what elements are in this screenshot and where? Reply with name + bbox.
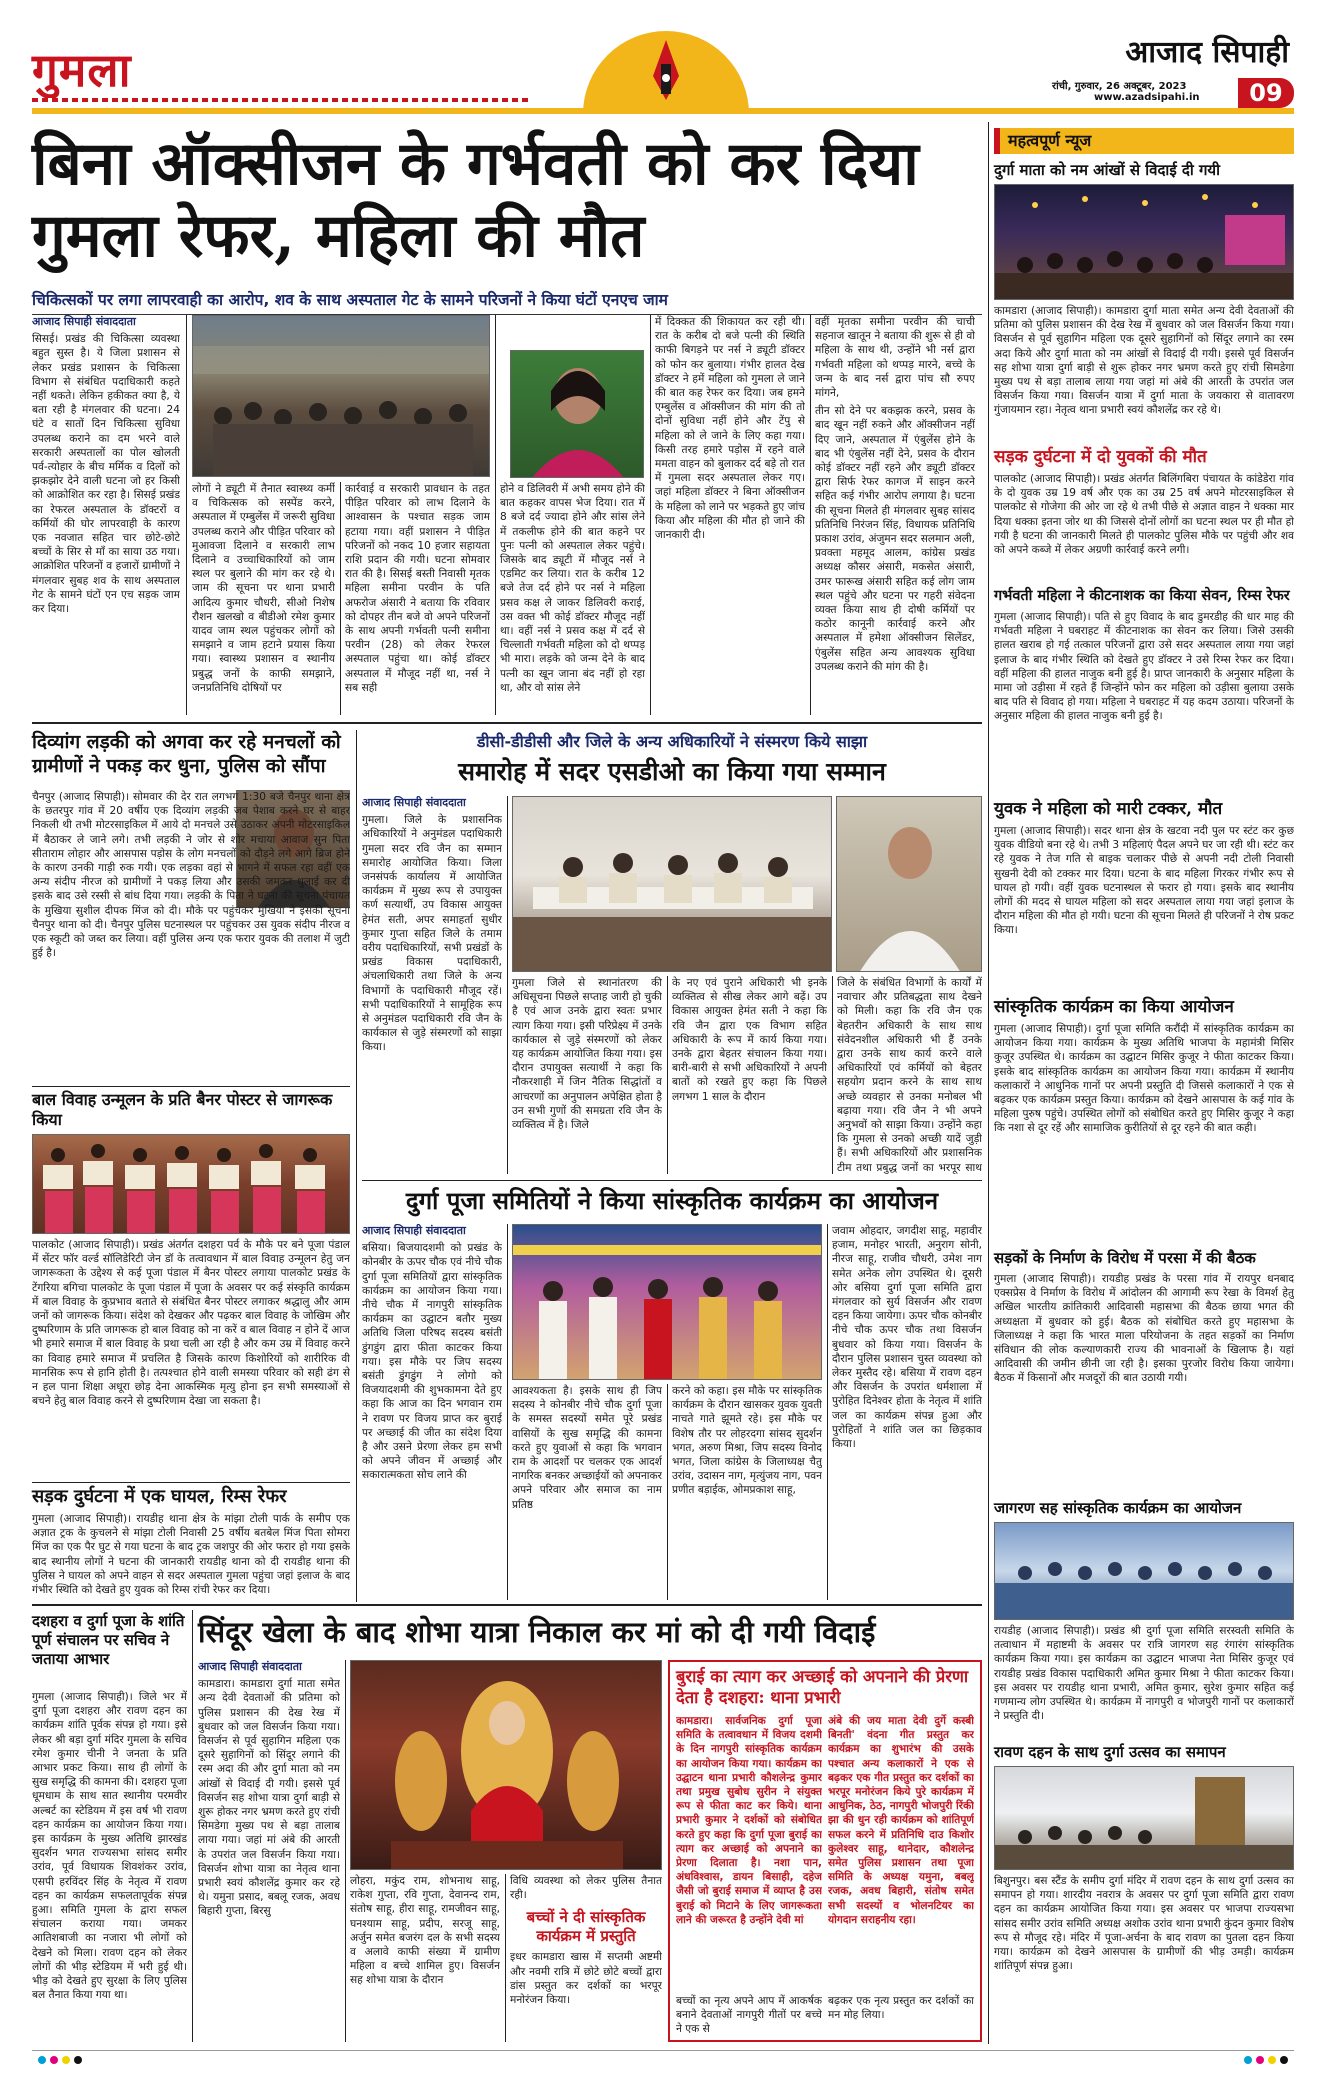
lead-text-7: वहीं मृतका समीना परवीन की चाची सहनाज खातून ने बताया की शुरू से ही वो महिला के साथ थी, उन्होंने भी नर्स द्वारा गर्भवती महिला को थप्पड़ मारने, बच्चे के जन्म के बाद नर्स द्वारा पांच सौ रुपए मांगने, xyxy=(815,316,975,400)
section-title: गुमला xyxy=(32,43,132,97)
story-rule xyxy=(32,1086,350,1087)
story-rule xyxy=(362,1180,982,1181)
sadak-virodh-headline: सड़कों के निर्माण के विरोध में परसा में की बैठक xyxy=(994,1249,1256,1267)
protest-photo xyxy=(192,315,490,477)
kitnashak-headline: गर्भवती महिला ने कीटनाशक का किया सेवन, रिम्स रेफर xyxy=(994,587,1290,604)
masthead xyxy=(0,0,1325,114)
paper-name: आजाद सिपाही xyxy=(1125,35,1289,70)
pen-logo-icon xyxy=(583,30,749,114)
lead-subhead: चिकित्सकों पर लगा लापरवाही का आरोप, शव के साथ अस्पताल गेट के सामने परिजनों ने किया घंटों एनएच जाम xyxy=(32,288,982,315)
do-yuvak-text: पालकोट (आजाद सिपाही)। प्रखंड अंतर्गत बिलिंगबिरा पंचायत के कांडेडेरा गांव के दो युवक उम्र 19 वर्ष और एक का उम्र 25 वर्ष अपने मोटरसाइकिल से पालकोट से गोजेगा की ओर जा रहे थे तभी पीछे से अज्ञात वाहन ने धक्का मार दिया धक्का इतना जोर था की जिससे दोनों लोगों का घटना स्थल पर ही मौत हो गयी है घटना की जानकारी मिलते ही पालकोट पुलिस मौके पर पहुंची और शव को अपने कब्जे में लेकर अग्रणी कार्रवाई करने लगी। xyxy=(994,473,1294,557)
takkar-text: गुमला (आजाद सिपाही)। सदर थाना क्षेत्र के खटवा नदी पुल पर स्टंट कर कुछ युवक वीडियो बना रहे थे। तभी 3 महिलाएं पैदल अपने घर जा रही थी। स्टंट कर रहे युवक ने तेज गति से बाइक चलाकर पीछे से अपनी नदी टोली निवासी सुखनी देवी को टक्कर मार दिया। घटना के बाद महिला गिरकर गंभीर रूप से घायल हो गयी। वहीं युवक घटनास्थल से फरार हो गया। इसके बाद स्थानीय लोगों की मदद से घायल महिला को सदर अस्पताल लाया गया जहां इलाज के दौरान महिला की मौत हो गयी। घटना की सूचना मिलते ही परिजनों ने रोष प्रकट किया। xyxy=(994,825,1294,937)
sdo-col-4: जिले के संबंधित विभागों के कार्यों में नवाचार और प्रतिबद्धता साथ देखने को मिली। कहा कि रवि जैन एक बेहतरीन अधिकारी के साथ साथ संवेदनशील अधिकारी भी हैं उनके द्वारा उनके साथ कार्य करने वाले अधिकारियों एवं कर्मियों को बेहतर सहयोग प्रदान करने के साथ साथ अच्छे व्यवहार से उनका मनोबल भी बढ़ाया गया। रवि जैन ने भी अपने अनुभवों को साझा किया। उन्होंने कहा कि गुमला से उनको अच्छी यादें जुड़ी हैं। सभी अधिकारियों और प्रशासनिक टीम तथा प्रबुद्ध जनों का भरपूर साथ xyxy=(837,977,982,1174)
sindoor-text-3: विधि व्यवस्था को लेकर पुलिस तैनात रही। xyxy=(510,1875,662,1902)
sdo-byline: आजाद सिपाही संवाददाता xyxy=(362,796,466,809)
sdo-kicker: डीसी-डीडीसी और जिले के अन्य अधिकारियों ने संस्मरण किये साझा xyxy=(476,732,868,751)
ravan-text: बिशुनपुर। बस स्टैंड के समीप दुर्गा मंदिर में रावण दहन के साथ दुर्गा उत्सव का समापन हो गया। शारदीय नवरात्र के अवसर पर दुर्गा पूजा समिति द्वारा रावण दहन का कार्यक्रम आयोजित किया गया। इस अवसर पर भाजपा राज्यसभा सांसद समीर उरांव समिति अध्यक्ष अशोक उरांव थाना प्रभारी कुंदन कुमार विशेष रूप से मौजूद रहे। मंदिर में पूजा-अर्चना के बाद रावण का पुतला दहन किया गया। कार्यक्रम को देखने आसपास के ग्रामीणों की भीड़ उमड़ी। कार्यक्रम शांतिपूर्ण संपन्न हुआ। xyxy=(994,1875,1294,1973)
lead-col-2: लोगों ने ड्यूटी में तैनात स्वास्थ्य कर्मी व चिकित्सक को सस्पेंड करने, अस्पताल में एम्बुलेंस में जरूरी सुविधा उपलब्ध कराने और पीड़ित परिवार को मुआवजा दिलाने व सरकारी लाभ दिलाने व उच्चाधिकारियों को जाम स्थल पर बुलाने की मांग कर रहे थे। जाम की सूचना पर थाना प्रभारी आदित्य कुमार चौधरी, सीओ निशेष रौशन खलखो व बीडीओ रमेश कुमार यादव जाम स्थल पहुंचकर लोगों को समझाने व जाम हटाने प्रयास किया गया। स्वास्थ्य प्रशासन व स्थानीय प्रबुद्ध जनों के काफी समझाने, जनप्रतिनिधि दोषियों पर xyxy=(192,483,335,694)
sanskritik-text: गुमला (आजाद सिपाही)। दुर्गा पूजा समिति करौंदी में सांस्कृतिक कार्यक्रम का आयोजन किया गया। कार्यक्रम के मुख्य अतिथि भाजपा के महामंत्री मिसिर कुजूर उपस्थित थे। कार्यक्रम का उद्घाटन मिसिर कुजूर ने फीता काटकर किया। इसके बाद सांस्कृतिक कार्यक्रम का आयोजन किया गया। कार्यक्रम में स्थानीय कलाकारों ने आधुनिक गानों पर अपनी प्रस्तुति दी जिससे कलाकारों ने एक से बढ़कर एक कार्यक्रम प्रस्तुत किया। कार्यक्रम को देखने आसपास के कई गांव के महिला पुरुष पहुंचे। उपस्थित लोगों को संबोधित करते हुए मिसिर कुजूर ने कहा कि नशा से दूर रहें और सामाजिक कुरीतियों से दूर रहने की बात कही। xyxy=(994,1023,1294,1135)
samiti-text-1: बसिया। बिजयादशमी को प्रखंड के कोनबीर के ऊपर चौक एवं नीचे चौक दुर्गा पूजा समितियों द्वारा सांस्कृतिक कार्यक्रम का आयोजन किया गया। नीचे चौक में नागपुरी सांस्कृतिक कार्यक्रम का उद्घाटन बतौर मुख्य अतिथि जिला परिषद सदस्य बसंती डुंगडुंग द्वारा फीता काटकर किया गया। इस मौके पर जिप सदस्य बसंती डुंगडुंग ने लोगो को विजयादशमी की शुभकामना देते हुए कहा कि आज का दिन भगवान राम ने रावण पर विजय प्राप्त कर बुराई पर अच्छाई की जीत का संदेश दिया है और उसने प्रेरणा लेकर हम सभी को अपने जीवन में अच्छाई और सकारात्मकता सोच लाने की xyxy=(362,1242,502,1482)
dateline: रांची, गुरुवार, 26 अक्टूबर, 2023 xyxy=(1052,81,1187,92)
divyang-text: चैनपुर (आजाद सिपाही)। सोमवार की देर रात लगभग 1:30 बजे चैनपुर थाना क्षेत्र के छतरपुर गांव में 20 वर्षीय एक दिव्यांग लड़की जब पेशाब करने घर से बाहर निकली थी तभी मोटरसाइकिल में आये दो मनचले उसे उठाकर अपनी मोटरसाइकिल में बैठाकर ले जाने लगे। तभी लड़की ने जोर से शोर मचाया आवाज सुन पिता सीताराम लोहार और आसपास पड़ोस के लोग मनचलों को दौड़ने लगे आगे ब्रिज होने के कारण उनकी गाड़ी रुक गयी। एक लड़का वहां से भागने में सफल रहा वहीं एक अन्य संदीप नीरज को ग्रामीणों ने पकड़ लिया और उसकी जमकर धुलाई कर दी इसके बाद उसे रस्सी से बांध दिया गया। लड़की के पिता ने घटना की सूचना पंचायत के मुखिया सुशील दीपक मिंज को दी। मौके पर पहुंचकर मुखिया ने इसकी सूचना चैनपुर थाना को दी। चैनपुर पुलिस घटनास्थल पर पहुंचकर उस युवक संदीप नीरज व एक स्कूटी को जब्त कर लिया। वहीं पुलिस अन्य एक फरार युवक की तलाश में जुटी हुई है। xyxy=(32,791,350,960)
burai-col-3: बच्चों का नृत्य अपने आप में आकर्षक बनाने देवताओं नागपुरी गीतों पर बच्चे ने एक से xyxy=(676,1995,822,2036)
lead-col-6 xyxy=(815,315,975,715)
sindoor-headline: सिंदूर खेला के बाद शोभा यात्रा निकाल कर मां को दी गयी विदाई xyxy=(198,1615,876,1649)
col-divider xyxy=(505,1874,506,2042)
balvivah-headline: बाल विवाह उन्मूलन के प्रति बैनर पोस्टर से जागरूक किया xyxy=(32,1090,333,1129)
sdo-col-3: के नए एवं पुराने अधिकारी भी इनके व्यक्तित्व से सीख लेकर आगे बढ़ें। उप विकास आयुक्त हेमंत सती ने कहा कि रवि जैन द्वारा एक विभाग सहित अधिकारी के रूप में कार्य किया गया। उनके द्वारा बेहतर संचालन किया गया। बारी-बारी से सभी अधिकारियों ने अपनी बातों को रखते हुए कहा कि पिछले लगभग 1 साल के दौरान xyxy=(672,977,827,1103)
col-divider xyxy=(667,976,668,1174)
col-divider xyxy=(810,315,811,715)
section-rule xyxy=(32,722,982,724)
sdo-headline: समारोह में सदर एसडीओ का किया गया सम्मान xyxy=(458,757,886,786)
col-divider xyxy=(507,1224,508,1600)
jagran-photo xyxy=(994,1522,1294,1620)
burai-col-4: बढ़कर एक नृत्य प्रस्तुत कर दर्शकों का मन मोह लिया। xyxy=(828,1995,974,2022)
ravan-photo xyxy=(994,1766,1294,1870)
col-divider xyxy=(827,1224,828,1600)
col-divider xyxy=(832,976,833,1174)
col-divider xyxy=(192,1610,193,2042)
lead-col-3: कार्रवाई व सरकारी प्रावधान के तहत पीड़ित परिवार को लाभ दिलाने के आश्वासन के पश्चात सड़क जाम हटाया गया। वहीं प्रशासन ने पीड़ित परिजनों को नकद 10 हजार सहायता राशि प्रदान की गयी। घटना सोमवार रात की है। सिसई बस्ती निवासी मृतक महिला समीना परवीन के पति अफरोज अंसारी ने बताया कि रविवार को दोपहर तीन बजे वो अपने परिजनों के साथ अपनी गर्भवती पत्नी समीना परवीन (28) को लेकर रेफरल अस्पताल पहुंचा था। कोई डॉक्टर अस्पताल में मौजूद नहीं था, नर्स ने सब सही xyxy=(345,483,490,694)
samiti-byline: आजाद सिपाही संवाददाता xyxy=(362,1224,466,1237)
lead-col-5: में दिक्कत की शिकायत कर रही थी। रात के करीब दो बजे पत्नी की स्थिति काफी बिगड़ने पर नर्स ने ड्यूटी डॉक्टर को फोन कर बुलाया। गंभीर हालत देख डॉक्टर ने हमें महिला को गुमला ले जाने की बात कह रेफर कर दिया। जब हमने एम्बुलेंस व ऑक्सीजन की मांग की तो दोनों सुविधा नहीं होने और टेंपु से महिला को ले जाने के लिए कहा गया। किसी तरह हमारे पड़ोस में रहने वाले ममता वाहन को बुलाकर दर्द बड़े तो रात में गुमला सदर अस्पताल लेकर गए। जहां महिला डॉक्टर ने बिना ऑक्सीजन के महिला को लाने पर भड़कते हुए जांच किया और महिला की मौत हो जाने की जानकारी दी। xyxy=(655,316,805,542)
burai-headline: बुराई का त्याग कर अच्छाई को अपनाने की प्रेरणा देता है दशहरा: थाना प्रभारी xyxy=(676,1667,969,1707)
accident-text: गुमला (आजाद सिपाही)। रायडीह थाना क्षेत्र के मांझा टोली पार्क के समीप एक अज्ञात ट्रक के कुचलने से मांझा टोली निवासी 25 वर्षीय बतबेल मिंज पिता सोमरा मिंज का एक पैर घुट से गया घटना के बाद ट्रक जशपुर की ओर फरार हो गया इसके बाद स्थानीय लोगों ने घटना की जानकारी रायडीह थाना को दी रायडीह थाना की पुलिस ने घायल को अपने वाहन से सदर अस्पताल गुमला पहुंचा जहां इलाज के बाद गंभीर स्थिति को देखते हुए युवक को रिम्स रांची रेफर कर दिया। xyxy=(32,1513,350,1597)
immersion-photo xyxy=(994,184,1294,300)
bachon-text: इधर कामडारा खास में सप्तमी अष्टमी और नवमी रात्रि में छोटे छोटे बच्चों द्वारा डांस प्रस्तुत कर दर्शकों का भरपूर मनोरंजन किया। xyxy=(510,1951,662,2007)
sanskritik-headline: सांस्कृतिक कार्यक्रम का किया आयोजन xyxy=(994,997,1234,1017)
samiti-event-photo xyxy=(512,1224,822,1380)
dussehra-headline: दशहरा व दुर्गा पूजा के शांति पूर्ण संचालन पर सचिव ने जताया आभार xyxy=(32,1612,185,1668)
col-divider xyxy=(186,315,187,715)
bachon-headline: बच्चों ने दी सांस्कृतिक कार्यक्रम में प्रस्तुति xyxy=(526,1908,646,1946)
lead-text-1: सिसई। प्रखंड की चिकित्सा व्यवस्था बहुत सुस्त है। ये जिला प्रशासन से लेकर प्रखंड प्रशासन के चिकित्सा विभाग से संबंधित पदाधिकारी कहते नहीं थकते। लेकिन हकीकत क्या है, ये बता रही है मंगलवार की घटना। 24 घंटे व सातों दिन चिकित्सा सुविधा उपलब्ध कराने का दम भरने वाले सरकारी अस्पतालों का पोल खोलती पर्व-त्योहार के बीच मर्मिक व दिलों को झकझोर देने वाली घटना जो हर किसी को आक्रोशित कर रहा है। सिसई प्रखंड का रेफरल अस्पताल के डॉक्टरों व कर्मियों की घोर लापरवाही के कारण एक नवजात सहित चार छोटे-छोटे बच्चों के सिर से माँ का साया उठ गया। आक्रोशित परिजनों व हजारों ग्रामीणों ने मंगलवार सुबह शव के साथ अस्पताल गेट के सामने घंटों एन एच सड़क जाम कर दिया। xyxy=(32,333,180,616)
website: www.azadsipahi.in xyxy=(1094,92,1200,103)
sindoor-byline: आजाद सिपाही संवाददाता xyxy=(198,1660,302,1673)
durga-vidai-headline: दुर्गा माता को नम आंखों से विदाई दी गयी xyxy=(994,161,1221,179)
durga-idol-photo xyxy=(350,1660,662,1870)
burai-col-2: अंबे की जय माता देवी दुर्गे कस्बी बिनती' वंदना गीत प्रस्तुत कर कार्यक्रम का शुभारंभ की उसके पश्चात अन्य कलाकारों ने एक से बढ़कर एक गीत प्रस्तुत कर दर्शकों का भरपूर मनोरंजन किये पुरे कार्यक्रम में आधुनिक, ठेठ, नागपुरी भोजपुरी रिंकी झा की धुन रही कार्यक्रम को शांतिपूर्ण सफल करने में प्रतिनिधि दाउ किशोर कुलेश्वर साहू, थानेदार, कौशलेन्द्र समेत पुलिस प्रशासन तथा पूजा समिति के अध्यक्ष यमुना, बबलू रजक, अवध बिहारी, संतोष समेत सभी सदस्यों व भोलनटियर का योगदान सराहनीय रहा। xyxy=(828,1715,974,1926)
sindoor-text-1: कामडारा। कामडारा दुर्गा माता समेत अन्य देवी देवताओं की प्रतिमा को पुलिस प्रशासन की देख रेख में बुधवार को जल विसर्जन किया गया। विसर्जन से पूर्व सुहागिन महिला एक दूसरे सुहागिनों को सिंदूर लगाने की रस्म अदा की और दुर्गा माता को नम आंखों से विदाई दी गयी। इससे पूर्व विसर्जन सह शोभा यात्रा दुर्गा बाड़ी से शुरू होकर नगर भ्रमण करते हुए रांची सिमडेगा मुख्य पथ से बड़ा तालाब लाया गया। जहां मां अंबे की आरती के उपरांत जल विसर्जन किया गया। विसर्जन शोभा यात्रा का नेतृत्व थाना प्रभारी स्वयं कौशलेंद्र कुमार कर रहे थे। यमुना प्रसाद, बबलू रजक, अवध बिहारी गुप्ता, बिरसु xyxy=(198,1678,340,1918)
col-divider xyxy=(356,730,357,1602)
sdo-ceremony-photo xyxy=(512,796,832,972)
dussehra-text: गुमला (आजाद सिपाही)। जिले भर में दुर्गा पूजा दशहरा और रावण दहन का कार्यक्रम शांति पूर्वक संपन्न हो गया। इसे लेकर श्री बड़ा दुर्गा मंदिर गुमला के सचिव रमेश कुमार चीनी ने जनता के प्रति आभार प्रकट किया। साथ ही लोगों के सुख समृद्धि की कामना की। दशहरा पूजा धूमधाम के साथ सात स्थानीय परमवीर अल्बर्ट का स्टेडियम में इस वर्ष भी रावण दहन कार्यक्रम का आयोजन किया गया। इस कार्यक्रम के मुख्य अतिथि झारखंड सुदर्शन भगत राज्यसभा सांसद समीर उरांव, पूर्व विधायक शिवशंकर उरांव, एसपी हरविंदर सिंह के नेतृत्व में रावण दहन का कार्यक्रम सफलतापूर्वक संपन्न हुआ। समिति गुमला के द्वारा सफल संचालन कराया गया। जमकर आतिशबाजी का नजारा भी लोगों को देखने को मिला। रावण दहन को लेकर लोगों की भीड़ स्टेडियम में भरी हुई थी। भीड़ को देखते हुए सुरक्षा के लिए पुलिस बल तैनात किया गया था। xyxy=(32,1691,187,2002)
sdo-text-1: गुमला। जिले के प्रशासनिक अधिकारियों ने अनुमंडल पदाधिकारी गुमला सदर रवि जैन का सम्मान समारोह आयोजित किया। जिला जनसंपर्क कार्यालय में आयोजित कार्यक्रम में मुख्य रूप से उपायुक्त कर्ण सत्यार्थी, उप विकास आयुक्त हेमंत सती, अपर समाहर्ता सुधीर कुमार गुप्ता सहित जिले के तमाम वरीय पदाधिकारियों, सभी प्रखंडों के प्रखंड विकास पदाधिकारी, अंचलाधिकारी तथा जिले के अन्य विभागों के पदाधिकारी मौजूद रहें। सभी पदाधिकारियों ने सामूहिक रूप से अनुमंडल पदाधिकारी रवि जैन के कार्यकाल से जुड़े संस्मरणों को साझा किया। xyxy=(362,814,502,1054)
samiti-col-4: जवाम ओहदार, जगदीश साहू, महावीर हजाम, मनोहर भारती, अनुराग सोनी, नीरज साहू, राजीव चौधरी, उमेश नाग समेत अनेक लोग उपस्थित थे। दूसरी ओर बसिया दुर्गा पूजा समिति द्वारा मंगलवार को सुर्य विसर्जन और रावण दहन किया जायेगा। ऊपर चौक कोनबीर नीचे चौक ऊपर चौक तथा विसर्जन बुधवार को किया गया। विसर्जन के दौरान पुलिस प्रशासन चुस्त व्यवस्था को लेकर मुस्तैद रहे। बसिया में रावण दहन और विसर्जन के उपरांत धर्मशाला में पुरोहित दिनेश्वर होता के नेतृत्व में शांति जल का कार्यक्रम संपन्न हुआ और पुरोहितों ने शांति जल का छिड़काव किया। xyxy=(832,1225,982,1451)
takkar-headline: युवक ने महिला को मारी टक्कर, मौत xyxy=(994,799,1223,819)
samiti-col-1 xyxy=(362,1224,502,1600)
jagran-text: रायडीह (आजाद सिपाही)। प्रखंड श्री दुर्गा पूजा समिति सरस्वती समिति के तत्वाधान में महाष्टमी के अवसर पर रात्रि जागरण सह रंगारंग सांस्कृतिक कार्यक्रम किया गया। इस कार्यक्रम का उद्घाटन भाजपा नेता मिसिर कुजूर एवं रायडीह प्रखंड विकास पदाधिकारी अमित कुमार मिश्रा ने फीता काटकर किया। इस अवसर पर रायडीह थाना प्रभारी, अमित कुमार, सुरेश कुमार सहित कई गणमान्य लोग उपस्थित थे। कार्यक्रम में नागपुरी व भोजपुरी गानों पर कलाकारों ने प्रस्तुति दी। xyxy=(994,1625,1294,1723)
dotted-strip xyxy=(32,98,532,102)
sdo-col-2: गुमला जिले से स्थानांतरण की अधिसूचना पिछले सप्ताह जारी हो चुकी है एवं आज उनके द्वारा स्वतः प्रभार त्याग किया गया। इसी परिप्रेक्ष्य में उनके कार्यकाल से जुड़े संस्मरणों को लेकर यह कार्यक्रम आयोजित किया गया। इस दौरान उपायुक्त सत्यार्थी ने कहा कि नौकरशाही में जिन नैतिक सिद्धांतों व आचरणों का अनुपालन अपेक्षित होता है उन सभी गुणों की समग्रता रवि जैन के व्यक्तित्व में है। जिले xyxy=(512,977,662,1132)
lead-headline: बिना ऑक्सीजन के गर्भवती को कर दिया गुमला रेफर, महिला की मौत xyxy=(32,129,919,271)
samiti-headline: दुर्गा पूजा समितियों ने किया सांस्कृतिक कार्यक्रम का आयोजन xyxy=(405,1186,939,1215)
sadak-virodh-text: गुमला (आजाद सिपाही)। रायडीह प्रखंड के परसा गांव में रायपुर धनबाद एक्सप्रेस वे निर्माण के विरोध में आंदोलन की आगामी रूप रेखा के विमर्श हेतु अखिल भारतीय क्रांतिकारी आदिवासी महासभा की बैठक छाया भगत की अध्यक्षता में बुधवार को हुई। बैठक को संबोधित करते हुए महासभा के जिलाध्यक्ष ने कहा कि भारत माला परियोजना के तहत सड़कों का निर्माण संविधान की लोक कल्याणकारी राज्य की भावनाओं के खिलाफ है। यहां आदिवासी की जमीन छीनी जा रही है। इसका पुरजोर विरोध किया जायेगा। बैठक में किसानों और मजदूरों की बात उठायी गयी। xyxy=(994,1273,1294,1385)
lead-col-4: होने व डिलिवरी में अभी समय होने की बात कहकर वापस भेज दिया। रात में 8 बजे दर्द ज्यादा होने और सांस लेने में तकलीफ होने की बात कहने पर पुनः पत्नी को अस्पताल लेकर पहुंचे। जिसके बाद ड्यूटी में मौजूद नर्स ने एडमिट कर लिया। रात के करीब 12 बजे तेज दर्द होने पर नर्स ने महिला प्रसव कक्ष ले जाकर डिलिवरी कराई, उस वक्त भी कोई डॉक्टर मौजूद नहीं था। वहीं नर्स ने प्रसव कक्ष में दर्द से चिल्लाती गर्भवती महिला को दो थप्पड़ भी मारा। लड़के को जन्म देने के बाद पत्नी का खून जाना बंद नहीं हो रहा था, और वो सांस लेने xyxy=(500,483,645,694)
do-yuvak-headline: सड़क दुर्घटना में दो युवकों की मौत xyxy=(994,447,1207,467)
burai-col-1: कामडारा। सार्वजनिक दुर्गा पूजा समिति के तत्वावधान में विजय दशमी के दिन नागपुरी सांस्कृतिक कार्यक्रम का आयोजन किया गया। कार्यक्रम का उद्घाटन थाना प्रभारी कौशलेन्द्र कुमार तथा प्रमुख सुबोध सुरीन ने संयुक्त रूप से फीता काट कर किये। थाना प्रभारी कुमार ने दर्शकों को संबोधित करते हुए कहा कि दुर्गा पूजा बुराई का त्याग कर अच्छाई को अपनाने का प्रेरणा दिलाता है। नशा पान, अंधविश्वास, डायन बिसाही, दहेज जैसी जो बुराई समाज में व्याप्त है उस बुराई को मिटाने के लिए जागरूकता लाने की जरूरत है उन्होंने देवी मां xyxy=(676,1715,822,1926)
lead-text-6: तीन सो देने पर बकझक करने, प्रसव के बाद खून नहीं रुकने और ऑक्सीजन नहीं दिए जाने, अस्पताल में एंबुलेंस होने के बाद भी एंबुलेंस नहीं देने, प्रसव के दौरान कोई डॉक्टर नहीं रहने और ड्यूटी डॉक्टर द्वारा सिर्फ रेफर कागज में साइन करने सहित कई गंभीर आरोप लगाया है। घटना की सूचना मिलते ही मंगलवार सुबह सांसद प्रतिनिधि निरंजन सिंह, विधायक प्रतिनिधि प्रकाश उरांव, अंजुमन सदर सलमान अली, प्रवक्ता महमूद आलम, कांग्रेस प्रखंड अध्यक्ष कौसर अंसारी, मकसेत अंसारी, उमर फारूख अंसारी सहित कई लोग जाम स्थल पहुंचे और घटना पर गहरी संवेदना व्यक्त किया साथ ही दोषी कर्मियों पर कठोर कानूनी कार्रवाई करने और अस्पताल में हमेशा ऑक्सीजन सिलेंडर, एंबुलेंस सहित अन्य आवश्यक सुविधा उपलब्ध कराने की मांग की है। xyxy=(815,405,975,673)
victim-portrait xyxy=(510,350,644,478)
sdo-col-1 xyxy=(362,796,502,1174)
samiti-col-2: आवश्यकता है। इसके साथ ही जिप सदस्य ने कोनबीर नीचे चौक दुर्गा पूजा के समस्त सदस्यों समेत पूरे प्रखंड वासियों के सुख समृद्धि की कामना करते हुए युवाओं से कहा कि भगवान राम के आदर्शो पर चलकर एक आदर्श नागरिक बनकर अच्छाईयों को अपनाकर अपने परिवार और समाज का नाम प्रतिष्ठ xyxy=(512,1385,662,1511)
brand-rule xyxy=(32,108,1294,114)
sdo-portrait xyxy=(836,796,982,972)
burai-box xyxy=(668,1660,982,2042)
col-divider xyxy=(988,122,989,2044)
lead-col-1 xyxy=(32,315,180,715)
col-divider xyxy=(507,796,508,1174)
col-divider xyxy=(650,315,651,715)
col-divider xyxy=(667,1384,668,1600)
story-rule xyxy=(32,1482,350,1483)
sindoor-col-2: लोहरा, मकुंद राम, शोभनाथ साहू, राकेश गुप्ता, रवि गुप्ता, देवानन्द राम, संतोष साहू, हीरा साहू, रामजीवन साहू, घनश्याम साहू, प्रदीप, सरजू साहू, अर्जुन समेत बजरंग दल के सभी सदस्य व अलावे काफी संख्या में ग्रामीण महिला व बच्चे शामिल हुए। विसर्जन सह शोभा यात्रा के दौरान xyxy=(350,1875,500,1987)
accident-headline: सड़क दुर्घटना में एक घायल, रिम्स रेफर xyxy=(32,1486,287,1507)
durga-vidai-text: कामडारा (आजाद सिपाही)। कामडारा दुर्गा माता समेत अन्य देवी देवताओं की प्रतिमा को पुलिस प्रशासन की देख रेख में बुधवार को जल विसर्जन किया गया। विसर्जन से पूर्व सुहागिन महिला एक दूसरे सुहागिनों को सिंदूर लगाने का रस्म अदा किये और दुर्गा माता को नम आंखों से विदाई दी गयी। इससे पूर्व विसर्जन सह शोभा यात्रा दुर्गा बाड़ी से शुरू होकर नगर भ्रमण करते हुए रांची सिमडेगा मुख्य पथ से बड़ा तालाब लाया गया जहां मां अंबे की आरती के उपरांत जल विसर्जन किया गया। विसर्जन यात्रा में दुर्गा माता के जयकारा से वातावरण गुंजायमान रहा। नेतृत्व थाना प्रभारी स्वयं कौशलेंद्र कर रहे थे। xyxy=(994,305,1294,417)
ravan-headline: रावण दहन के साथ दुर्गा उत्सव का समापन xyxy=(994,1743,1226,1761)
balvivah-text: पालकोट (आजाद सिपाही)। प्रखंड अंतर्गत दशहरा पर्व के मौके पर बने पूजा पंडाल में सेंटर फॉर वर्ल्ड सॉलिडेरिटी जेन डॉ के तत्वावधान में बाल विवाह उन्मूलन हेतु जन जागरूकता के उद्देश्य से कई पूजा पंडाल में बैनर पोस्टर लगाया पालकोट प्रखंड के टेंगरिया बगिचा पालकोट के पूजा पंडाल में पूजा के अवसर पर कई संस्कृति कार्यक्रम में बाल विवाह के कुप्रभाव बताते से संबंधित बैनर पोस्टर लगाकर श्रद्धालु और आम जनों को जागरूक किया। संदेश को देखकर और पढ़कर बाल विवाह के जोखिम और दुष्परिणाम के प्रति जागरूक हो बाल विवाह को ना करें व बाल विवाह न होने दें आज भी हमारे समाज में बाल विवाह के प्रथा चली आ रही है और कम उम्र में विवाह करने का विवाह हमारे समाज में प्रचलित है जिसके कारण किशोरियों को शारीरिक वी मानसिक रूप से हानि होती है। तत्पश्चात होने वाली समस्या परिवार को सही ढंग से न हल पाना शिक्षा अधूरा छोड़ देना आकस्मिक मृत्यु होना इन सभी समस्याओं से बचने हेतु बाल विवाह करने से दुष्परिणाम देखा जा सकता है। xyxy=(32,1239,350,1408)
samiti-col-3: करने को कहा। इस मौके पर सांस्कृतिक कार्यक्रम के दौरान खासकर युवक युवती नाचते गाते झूमते रहे। इस मौके पर विशेष तौर पर लोहरदगा सांसद सुदर्शन भगत, अरुण मिश्रा, जिप सदस्य विनोद भगत, जिला कांग्रेस के जिलाध्यक्ष चैतु उरांव, उदासन नाग, मृत्युंजय नाग, पवन प्रणीत बड़ाईक, ओमप्रकाश साहू, xyxy=(672,1385,822,1497)
divyang-headline: दिव्यांग लड़की को अगवा कर रहे मनचलों को ग्रामीणों ने पकड़ कर धुना, पुलिस को सौंपा xyxy=(32,731,341,777)
banner-photo xyxy=(32,1134,350,1234)
story-rule xyxy=(32,1604,982,1606)
sindoor-col-1 xyxy=(198,1660,340,2042)
sindoor-col-3 xyxy=(510,1874,662,2042)
jagran-headline: जागरण सह सांस्कृतिक कार्यक्रम का आयोजन xyxy=(994,1499,1242,1517)
kitnashak-text: गुमला (आजाद सिपाही)। पति से हुए विवाद के बाद डुमरडीह की धार माह की गर्भवती महिला ने घबराहट में कीटनाशक का सेवन कर लिया। जिसे उसकी हालत खराब हो गई तत्काल परिजनों द्वारा उसे सदर अस्पताल लाया गया जहां इलाज के बाद गंभीर स्थिति को देखते हुए डॉक्टर ने उसे रिम्स रेफर कर दिया। वहीं महिला की हालत नाजुक बनी हुई है। प्राप्त जानकारी के अनुसार महिला के मामा जो उड़ीसा में रहते हैं जिन्होंने फोन कर महिला को उड़ीसा बुलाया उसके बाद पति से विवाद हो गया। महिला ने घबराहट में यह कदम उठाया। परिजनों के अनुसार महिला की हालत नाजुक बनी हुई है। xyxy=(994,611,1294,723)
page-number: 09 xyxy=(1238,78,1294,108)
col-divider xyxy=(495,315,496,715)
lead-byline: आजाद सिपाही संवाददाता xyxy=(32,315,136,328)
footer-strip xyxy=(32,2050,1294,2064)
important-news-label: महत्वपूर्ण न्यूज xyxy=(994,128,1294,154)
col-divider xyxy=(345,1660,346,2042)
col-divider xyxy=(340,482,341,715)
